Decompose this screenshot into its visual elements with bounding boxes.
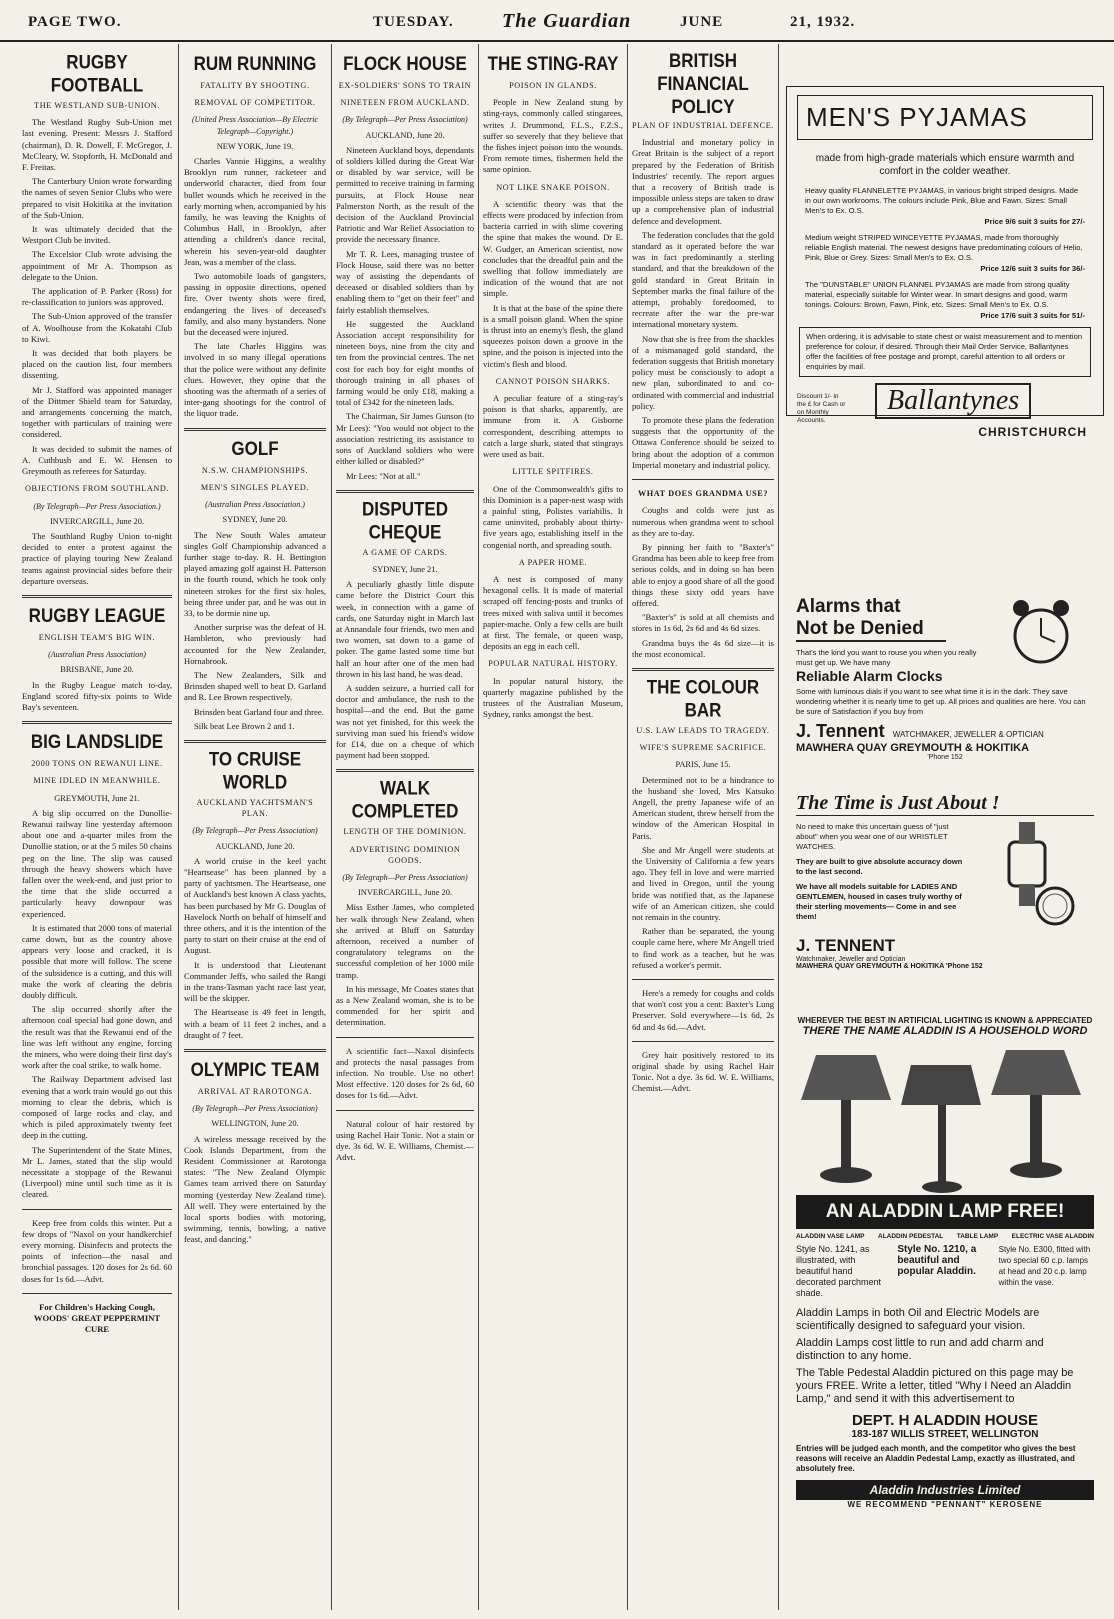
paragraph: It was ultimately decided that the Westport Club be invited.	[22, 224, 172, 246]
advert-mens-pyjamas	[786, 86, 1104, 439]
pyjamas-intro: made from high-grade materials which ensure warmth and comfort in the colder weather.	[815, 153, 1075, 177]
headline-golf: GOLF	[231, 437, 279, 460]
wristwatch-icon	[971, 822, 1091, 932]
dateline: NEW YORK, June 19.	[216, 141, 294, 151]
divider	[336, 1037, 474, 1038]
lamp-label: ALADDIN PEDESTAL	[878, 1233, 944, 1240]
headline-colour-bar: THE COLOUR BAR	[646, 675, 760, 721]
column-rule	[331, 44, 332, 1610]
divider	[336, 490, 474, 493]
headline-british-financial-policy: BRITISH FINANCIAL POLICY	[657, 49, 749, 118]
time-body-2: They are built to give absolute accuracy down to the last second.	[796, 857, 963, 876]
advert-text: Grey hair positively restored to its original shade by using Rachel Hair Tonic. Not a dye. 3s 6d. W. E. Williams, Chemist.—Advt.	[632, 1049, 774, 1094]
tennent-address: MAWHERA QUAY GREYMOUTH & HOKITIKA	[796, 742, 1030, 754]
pyjamas-city: CHRISTCHURCH	[978, 425, 1087, 439]
paragraph: It was decided to submit the names of A. Cuthbush and E. W. Hensen to Greymouth as referees for Saturday.	[22, 443, 172, 477]
paragraph: Charles Vannie Higgins, a wealthy Brooklyn rum runner, racketeer and underworld character, died from four bullet wounds which he received in the early morning when, accompanied by his family, he was leaving the Knights of Columbus Hall, in Brooklyn, after attending a children's dance recital, wherein his seven-year-old daughter Jean, was a member of the class.	[184, 156, 326, 267]
divider	[336, 769, 474, 772]
paragraph: Rather than be separated, the young couple came here, where Mr Angell tried to find work as a teacher, but he was refused a worker's permit.	[632, 926, 774, 970]
paragraph: To promote these plans the federation suggests that the opportunity of the Ottawa Conference should be seized to bring about the adoption of a common Imperial monetary and industrial policy.	[632, 415, 774, 470]
advert-aladdin-lamp	[786, 1002, 1104, 1602]
press-credit: (By Telegraph—Per Press Association)	[192, 1104, 318, 1114]
column-rule	[778, 44, 779, 1610]
paragraph: Mr T. R. Lees, managing trustee of Flock House, said there was no better way of assisting the dependants of deceased or disabled soldiers than by enabling them to "get on their feet" and fairly establish themselves.	[336, 248, 474, 315]
divider	[632, 1041, 774, 1042]
subhead: ENGLISH TEAM'S BIG WIN.	[38, 632, 156, 642]
subhead: WIFE'S SUPREME SACRIFICE.	[639, 743, 767, 753]
lamp-shape	[801, 1055, 891, 1183]
paragraph: She and Mr Angell were students at the University of California a few years ago. They fell in love and were married and lived in Oregon, until the young bride was notified that, as the Japanese wife of an American citizen, she could not remain in the country.	[632, 844, 774, 922]
press-credit: (By Telegraph—Per Press Association)	[342, 872, 468, 882]
paragraph: The Canterbury Union wrote forwarding the names of seven Senior Clubs who were prepared to visit Hokitika at the invitation of the Sub-Union.	[22, 176, 172, 220]
paragraph: It was decided that both players be placed on the caution list, four members dissenting.	[22, 348, 172, 381]
dateline: WELLINGTON, June 20.	[211, 1119, 299, 1129]
aladdin-body-1: Aladdin Lamps in both Oil and Electric Models are scientifically designed to safeguard your vision.	[796, 1307, 1040, 1332]
pyjamas-price-2: Price 12/6 suit 3 suits for 36/-	[980, 264, 1085, 273]
tennent-address-2: MAWHERA QUAY GREYMOUTH & HOKITIKA 'Phone 152	[796, 963, 983, 970]
pyjamas-price-3: Price 17/6 suit 3 suits for 51/-	[980, 311, 1085, 320]
paragraph: The slip occurred shortly after the afternoon coal special had gone down, and the result was that the Rewanui end of the line was left without any engine, forcing the miners, who were doing their first day's work after the coal strike, to walk home.	[22, 1004, 172, 1071]
month: JUNE	[680, 14, 724, 30]
paragraph: It is estimated that 2000 tons of material came down, but as the country above appears very loose and cracked, it is possible that more will follow. The scene of the subsidence is a cutting, and this will make the work of clearing the debris doubly difficult.	[22, 922, 172, 1000]
subhead: PLAN OF INDUSTRIAL DEFENCE.	[632, 121, 774, 130]
paragraph: A scientific theory was that the effects were produced by infection from bacteria carried in with slime covering the spine that makes the wound. Dr E. W. Gudger, an American scientist, now concludes that the dreadful pain and the swelling that follow immediately are indication of the wound that are not simple.	[483, 198, 623, 299]
pyjamas-price-1: Price 9/6 suit 3 suits for 27/-	[984, 217, 1085, 226]
subhead: NINETEEN FROM AUCKLAND.	[340, 98, 470, 108]
paragraph: A world cruise in the keel yacht "Heartsease" has been planned by a party of yachtsmen. The Heartsease, one of Auckland's best known A class yachts, has been purchased by Mr G. Douglas of Havelock North on behalf of himself and three others, and it is the intention of the party to start on their cruise at the end of August.	[184, 855, 326, 956]
paragraph: The late Charles Higgins was involved in so many illegal operations that the police were without any definite clues. However, they opine that the shooting was the aftermath of a series of inter-gang shootings for the control of the liquor trade.	[184, 341, 326, 419]
column-2	[184, 48, 326, 1610]
paragraph: In popular natural history, the quarterly magazine published by the trustees of the Australian Museum, Sydney, ranks amongst the best.	[483, 675, 623, 720]
alarms-title-1: Alarms that	[796, 596, 901, 617]
aladdin-body-2: Aladdin Lamps cost little to run and add charm and distinction to any home.	[796, 1337, 1044, 1362]
lamp-label: ALADDIN VASE LAMP	[796, 1233, 865, 1240]
lamp-style-1: Style No. 1241, as illustrated, with beautiful hand decorated parchment shade.	[796, 1244, 882, 1298]
paragraph: Nineteen Auckland boys, dependants of soldiers killed during the Great War or disabled by war service, will be permitted to receive training in farming pursuits, at Flock House near Palmerston North, as the result of the decision of the Auckland Provincial Patriotic and War Relief Association to provide the necessary finance.	[336, 144, 474, 245]
column-rule	[478, 44, 479, 1610]
dateline: BRISBANE, June 20.	[60, 665, 134, 675]
tennent-trade: WATCHMAKER, JEWELLER & OPTICIAN	[892, 730, 1044, 739]
alarms-body: That's the kind you want to rouse you when you really must get up. We have many	[796, 648, 977, 667]
lamp-label: TABLE LAMP	[956, 1233, 999, 1240]
subhead: MEN'S SINGLES PLAYED.	[200, 482, 310, 492]
press-credit: (By Telegraph—Per Press Association)	[342, 115, 468, 125]
paragraph: Mr Lees: "Not at all."	[346, 470, 421, 481]
paragraph: A sudden seizure, a hurried call for doctor and ambulance, the rush to the hospital—and the end. But the game was not yet finished, for this week the surviving man sued his friend's widow for £14, due on a cheque of which payment had been stopped.	[336, 682, 474, 761]
paragraph: Miss Esther James, who completed her walk through New Zealand, when she arrived at Bluff on Saturday afternoon, received a number of congratulatory telegrams on the successful completion of her 1000 mile tramp.	[336, 902, 474, 980]
alarm-clock-icon	[991, 598, 1091, 668]
headline-big-landslide: BIG LANDSLIDE	[30, 730, 164, 753]
press-credit: (By Telegraph—Per Press Association.)	[33, 501, 161, 511]
subhead: THE WESTLAND SUB-UNION.	[34, 101, 160, 110]
paragraph: "Baxter's" is sold at all chemists and stores in 1s 6d, 2s 6d and 4s 6d sizes.	[632, 612, 774, 634]
subhead: AUCKLAND YACHTSMAN'S PLAN.	[196, 797, 314, 819]
dateline: PARIS, June 15.	[675, 760, 731, 770]
paragraph: The New South Wales amateur singles Golf Championship advanced a further stage to-day. R. H. Bettington played amazing golf against H. Patterson in the fourth round, which he took only nineteen strokes for the first six holes, being three under par, and he was out in 33, to be dormie nine up.	[184, 529, 326, 618]
subhead: N.S.W. CHAMPIONSHIPS.	[201, 465, 309, 475]
subhead: OBJECTIONS FROM SOUTHLAND.	[24, 484, 170, 494]
column-5	[632, 48, 774, 1610]
column-rule	[627, 44, 628, 1610]
pyjamas-item-3: The "DUNSTABLE" UNION FLANNEL PYJAMAS are made from strong quality material, especially suitable for Winter wear. In smart designs and good, warm tonings. Colours: Brown, Fawn, Pink, etc. Sizes: Small Men's to Ex. O.S.	[805, 280, 1070, 309]
subhead: WHAT DOES GRANDMA USE?	[637, 489, 769, 499]
advert-text: Here's a remedy for coughs and colds that won't cost you a cent: Baxter's Lung Preserver. Sold everywhere—1s 6d, 2s 6d and 4s 6d.—Advt.	[632, 988, 774, 1032]
date: 21, 1932.	[790, 14, 856, 30]
aladdin-body-3: The Table Pedestal Aladdin pictured on this page may be yours FREE. Write a letter, titled "Why I Need an Aladdin Lamp," and send it with this advertisement to	[796, 1367, 1074, 1405]
dateline: GREYMOUTH, June 21.	[54, 793, 140, 803]
paragraph: Silk beat Lee Brown 2 and 1.	[194, 720, 295, 731]
time-body-3: We have all models suitable for LADIES AND GENTLEMEN, housed in cases truly worthy of their sterling movements— Come in and see them!	[796, 882, 962, 921]
tennent-trade-2: Watchmaker, Jeweller and Optician	[796, 956, 906, 963]
paragraph: The Superintendent of the State Mines, Mr L. James, stated that the slip would necessitate a stoppage of the Rewanui (Liverpool) mine until such time as it is cleared.	[22, 1144, 172, 1200]
tennent-phone: 'Phone 152	[927, 754, 963, 761]
aladdin-dept: DEPT. H ALADDIN HOUSE	[851, 1412, 1039, 1429]
advert-text: Natural colour of hair restored by using Rachel Hair Tonic. Not a stain or dye. 3s 6d. W. E. Williams, Chemist.—Advt.	[336, 1118, 474, 1163]
subhead: POPULAR NATURAL HISTORY.	[488, 659, 618, 669]
subhead: A PAPER HOME.	[518, 557, 588, 567]
alarms-title-2: Not be Denied	[796, 618, 946, 642]
aladdin-industries-logo: Aladdin Industries Limited	[796, 1480, 1094, 1500]
paragraph: The Southland Rugby Union to-night decided to enter a protest against the practice of playing touring New Zealand teams against provincial sides before their departure overseas.	[22, 530, 172, 586]
subhead: LENGTH OF THE DOMINION.	[343, 827, 467, 837]
subhead: 2000 TONS ON REWANUI LINE.	[31, 759, 163, 769]
headline-flock-house: FLOCK HOUSE	[343, 52, 467, 75]
time-body-1: No need to make this uncertain guess of "just about" when you wear one of our WRISTLET WATCHES.	[796, 822, 949, 851]
dateline: SYDNEY, June 20.	[222, 515, 288, 525]
paragraph: The Sub-Union approved of the transfer of A. Woolhouse from the Kokatahi Club to Kiwi.	[22, 311, 172, 344]
dateline: INVERCARGILL, June 20.	[358, 888, 452, 898]
paragraph: It is that at the base of the spine there is a small poison gland. When the spine is thrust into an enemy's flesh, the gland squeezes poison down a groove in the spine, and the poison is injected into the victim's flesh and blood.	[483, 302, 623, 369]
paragraph: In his message, Mr Coates states that as a New Zealand woman, she is to be commended for her spirit and determination.	[336, 983, 474, 1028]
paragraph: People in New Zealand stung by sting-rays, commonly called stingarees, writes J. Drummond, F.L.S., F.Z.S., suffer so severely that they believe that the fishes inject poison into the wounds. From remote times, fishermen held the same opinion.	[483, 97, 623, 175]
press-credit: (Australian Press Association)	[48, 650, 146, 660]
aladdin-address: 183-187 WILLIS STREET, WELLINGTON	[851, 1429, 1039, 1440]
alarms-body-2: Some with luminous dials if you want to see what time it is in the dark. They save wondering whether it is nearly time to get up. All prices and qualities are here. You can be sure of Satisfaction if you buy from	[796, 687, 1086, 716]
paragraph: Another surprise was the defeat of H. Hambleton, who previously had accounted for the New Zealander, Hornabrook.	[184, 622, 326, 666]
lamp-style-3: Style No. E300, fitted with two special 60 c.p. lamps at head and 20 c.p. lamp within the vase.	[998, 1245, 1091, 1287]
divider	[632, 479, 774, 480]
paragraph: The New Zealanders, Silk and Brinsden shaped well to beat D. Garland and R. Lee Brown respectively.	[184, 669, 326, 703]
divider	[184, 740, 326, 743]
dateline: SYDNEY, June 21.	[372, 564, 438, 574]
pyjamas-order-note: When ordering, it is advisable to state chest or waist measurement and to mention preference for colour, if desired. Through their Mail Order Service, Ballantynes offer the facilities of free postage and prompt, careful attention to all orders or enquiries by mail.	[799, 327, 1091, 377]
paragraph: The federation concludes that the gold standard as it operated before the war was in fact predominantly a sterling standard, and that the breakdown of the gold standard in Great Britain in September marks the final failure of the attempt, probably foredoomed, to recreate after the war the pre-war international monetary system.	[632, 229, 774, 330]
press-credit: (By Telegraph—Per Press Association)	[192, 826, 318, 836]
lamp-label: ELECTRIC VASE ALADDIN	[1011, 1233, 1094, 1240]
headline-walk-completed: WALK COMPLETED	[351, 777, 459, 823]
press-credit: (United Press Association—By Electric Telegraph—Copyright.)	[192, 115, 318, 136]
paragraph: A wireless message received by the Cook Islands Department, from the Resident Commissioner at Rarotonga states: "The New Zealand Olympic Games team arrived there on Saturday morning (yesterday New Zealand time). All well. They were entertained by the local sports bodies with motoring, swimming, tennis, bowling, a native feast, and dancing."	[184, 1133, 326, 1245]
alarms-subtitle: Reliable Alarm Clocks	[796, 668, 943, 684]
headline-disputed-cheque: DISPUTED CHEQUE	[362, 497, 448, 543]
column-rule	[178, 44, 179, 1610]
paragraph: Two automobile loads of gangsters, passing in opposite directions, opened fire. Over twenty shots were fired, endangering the lives of deceased's family, and also many bystanders. None but the deceased were injured.	[184, 271, 326, 338]
paragraph: Determined not to be a hindrance to the husband she loved, Mrs Katsuko Angell, the pretty Japanese wife of an American student, threw herself from the window of the American Hospital in Paris.	[632, 774, 774, 841]
paragraph: Coughs and colds were just as numerous when grandma went to school as they are to-day.	[632, 505, 774, 538]
masthead	[0, 0, 1114, 42]
tennent-name: J. Tennent	[796, 721, 885, 741]
divider	[184, 1049, 326, 1052]
pyjamas-discount: Discount 1/- in the £ for Cash or on Monthly Accounts.	[797, 393, 846, 424]
paragraph: A big slip occurred on the Dunollie-Rewanui railway line yesterday afternoon about one and a-quarter miles from the Dunollie station, or at the 5 miles 50 chains peg on the line. The slip was caused through the heavy showers which have fallen over the week-end, and just prior to the time that the slide occurred a particularly heavy downpour was experienced.	[22, 807, 172, 919]
pyjamas-title: MEN'S PYJAMAS	[797, 95, 1093, 140]
dateline: AUCKLAND, June 20.	[365, 130, 445, 140]
headline-to-cruise-world: TO CRUISE WORLD	[208, 747, 302, 793]
aladdin-arc-text-2: THERE THE NAME ALADDIN IS A HOUSEHOLD WORD	[802, 1025, 1088, 1037]
headline-rum-running: RUM RUNNING	[193, 52, 317, 75]
paragraph: It is understood that Lieutenant Commander Jeffs, who sailed the Rangi in the trans-Tasman yacht race last year, will be the skipper.	[184, 959, 326, 1004]
divider	[632, 668, 774, 671]
advert-wristlet-watches	[786, 792, 1104, 982]
subhead: A GAME OF CARDS.	[362, 547, 448, 557]
subhead: ARRIVAL AT RAROTONGA.	[197, 1087, 313, 1097]
divider	[336, 1110, 474, 1111]
aladdin-footnote: Entries will be judged each month, and the competitor who gives the best reasons will receive an Aladdin Pedestal Lamp, exactly as illustrated, and absolutely free.	[796, 1444, 1076, 1473]
aladdin-arc-text: WHEREVER THE BEST IN ARTIFICIAL LIGHTING IS KNOWN & APPRECIATED	[797, 1016, 1093, 1025]
page-number: PAGE TWO.	[28, 14, 122, 30]
ballantynes-logo: Ballantynes	[875, 383, 1031, 419]
paragraph: One of the Commonwealth's gifts to this Dominion is a paper-nest wasp with a painful sting, Polistes variabilis. It came uninvited, probably about thirty-five years ago, establishing itself in the congenial north, and spreading south.	[483, 483, 623, 550]
divider	[22, 721, 172, 724]
pyjamas-footer	[797, 381, 1093, 439]
subhead: CANNOT POISON SHARKS.	[495, 376, 611, 386]
aladdin-recommend: WE RECOMMEND "PENNANT" KEROSENE	[847, 1500, 1043, 1509]
press-credit: (Australian Press Association.)	[205, 500, 305, 510]
paragraph: Mr J. Stafford was appointed manager of the Dittmer Shield team for Saturday, and arrangements concerning the match, together with particulars of training were considered.	[22, 384, 172, 440]
paragraph: The Excelsior Club wrote advising the appointment of Mr A. Thompson as delegate to the Union.	[22, 249, 172, 282]
subhead: LITTLE SPITFIRES.	[512, 467, 594, 477]
paragraph: The Chairman, Sir James Gunson (to Mr Lees): "You would not object to the association restricting its assistance to sons of Auckland soldiers who were either killed or disabled?"	[336, 411, 474, 467]
day: TUESDAY.	[373, 14, 454, 30]
divider	[22, 1293, 172, 1294]
divider	[22, 1209, 172, 1210]
paragraph: He suggested the Auckland Association accept responsibility for nineteen boys, nine from the city and ten from the provincial centres. The net cost for each boy for eight months of thorough training in all phases of farming would be only £18, making a total of £342 for the nineteen lads.	[336, 318, 474, 408]
subhead: REMOVAL OF COMPETITOR.	[194, 98, 316, 108]
advert-text: A scientific fact—Naxol disinfects and protects the nasal passages from infection. No trouble. Use no other! Most effective. 120 doses for 2s 6d, 60 doses for 1s 6d.—Advt.	[336, 1045, 474, 1101]
paper-title: The Guardian	[502, 10, 632, 32]
advert-text: For Children's Hacking Cough, WOODS' GREAT PEPPERMINT CURE	[33, 1301, 161, 1335]
subhead: ADVERTISING DOMINION GOODS.	[349, 844, 461, 865]
pyjamas-item-2: Medium weight STRIPED WINCEYETTE PYJAMAS, made from thoroughly reliable English material. The newest designs have predominating colours of Helio, Pink, Blue or Grey. Sizes: Small Men's to Ex. O.S.	[805, 233, 1083, 262]
subhead: POISON IN GLANDS.	[509, 81, 597, 90]
paragraph: A peculiarly ghastly little dispute came before the District Court this week, in connection with a game of cards, one Saturday night in March last at Annandale four friends, two men and two women, sat down to a game of poker. The game lasted some time but half an hour after one of the men had thrown in his last hand, he was dead.	[336, 579, 474, 679]
column-1	[22, 48, 172, 1610]
subhead: NOT LIKE SNAKE POISON.	[496, 182, 610, 192]
subhead: FATALITY BY SHOOTING.	[200, 81, 310, 90]
column-4	[483, 48, 623, 1610]
paragraph: Industrial and monetary policy in Great Britain is the subject of a report prepared by the Federation of British Industries' recently. The report argues that a recovery of British trade is impossible unless steps are taken to draw up a comprehensive plan of industrial defence and development.	[632, 137, 774, 226]
headline-sting-ray: THE STING-RAY	[487, 52, 619, 75]
headline-olympic-team: OLYMPIC TEAM	[190, 1058, 320, 1081]
pyjamas-item-1: Heavy quality FLANNELETTE PYJAMAS, in various bright striped designs. Made in our own workrooms. The colours include Pink, Blue and Fawn. Sizes: Small Men's to Ex. O.S.	[805, 186, 1079, 215]
time-title: The Time is Just About !	[796, 792, 1094, 816]
subhead: U.S. LAW LEADS TO TRAGEDY.	[636, 725, 770, 735]
paragraph: Brinsden beat Garland four and three.	[194, 706, 324, 717]
divider	[184, 428, 326, 431]
paragraph: Grandma buys the 4s 6d size—it is the most economical.	[632, 637, 774, 659]
headline-rugby-league: RUGBY LEAGUE	[28, 604, 166, 627]
paragraph: By pinning her faith to "Baxter's" Grandma has been able to keep free from serious colds, and in doing so has been able to enjoy a good share of all the good things these sixty odd years have offered.	[632, 541, 774, 608]
aladdin-lamps-illustration	[796, 1045, 1094, 1195]
tennent-name-2: J. TENNENT	[796, 936, 896, 955]
paragraph: The application of P. Parker (Ross) for re-classification to juniors was approved.	[22, 286, 172, 308]
paragraph: Now that she is free from the shackles of a mismanaged gold standard, the federation suggests that British monetary policy must be consciously to adopt a new plan, subordinated to and co-ordinated with commercial and industrial policy.	[632, 333, 774, 411]
aladdin-banner: AN ALADDIN LAMP FREE!	[796, 1195, 1094, 1229]
divider	[632, 979, 774, 980]
subhead: MINE IDLED IN MEANWHILE.	[33, 776, 161, 786]
headline-rugby-football: RUGBY FOOTBALL	[50, 51, 144, 96]
advert-text: Keep free from colds this winter. Put a few drops of "Naxol on your handkerchief every morning. Disinfects and protects the points of infection—the nasal and bronchial passages. 120 doses for 2s 6d. 60 doses for 1s 6d.—Advt.	[22, 1217, 172, 1284]
divider	[22, 595, 172, 598]
paragraph: The Heartsease is 49 feet in length, with a beam of 11 feet 2 inches, and a draught of 7 feet.	[184, 1007, 326, 1040]
paragraph: A nest is composed of many hexagonal cells. It is made of material scraped off fencing-posts and trunks of trees mixed with saliva until it becomes papier-mache. Only a few cells are built at first. The female, or queen wasp, deposits an egg in each cell.	[483, 573, 623, 652]
dateline: INVERCARGILL, June 20.	[50, 516, 144, 526]
advert-alarm-clocks	[786, 596, 1104, 776]
lamp-style-2: Style No. 1210, a beautiful and popular Aladdin.	[897, 1244, 977, 1277]
paragraph: The Railway Department advised last evening that a work train would go out this morning to clear the debris, which is composed of large rocks and clay, and which is piled approximately twenty feet deep in the cutting.	[22, 1074, 172, 1141]
subhead: EX-SOLDIERS' SONS TO TRAIN	[338, 81, 472, 90]
dateline: AUCKLAND, June 20.	[215, 841, 295, 851]
paragraph: The Westland Rugby Sub-Union met last evening. Present: Messrs J. Stafford (chairman), D. R. Dowell, F. McGregor, J. McCleary, W. Stopforth, H. McDonald and F. Freitas.	[22, 117, 172, 173]
paragraph: A peculiar feature of a sting-ray's poison is that sharks, apparently, are immune from it. A Gisborne correspondent, describing attempts to catch a large shark, stated that stingrays were used as bait.	[483, 393, 623, 460]
paragraph: In the Rugby League match to-day, England scored fifty-six points to Wide Bay's seventeen.	[22, 679, 172, 712]
column-3	[336, 48, 474, 1610]
